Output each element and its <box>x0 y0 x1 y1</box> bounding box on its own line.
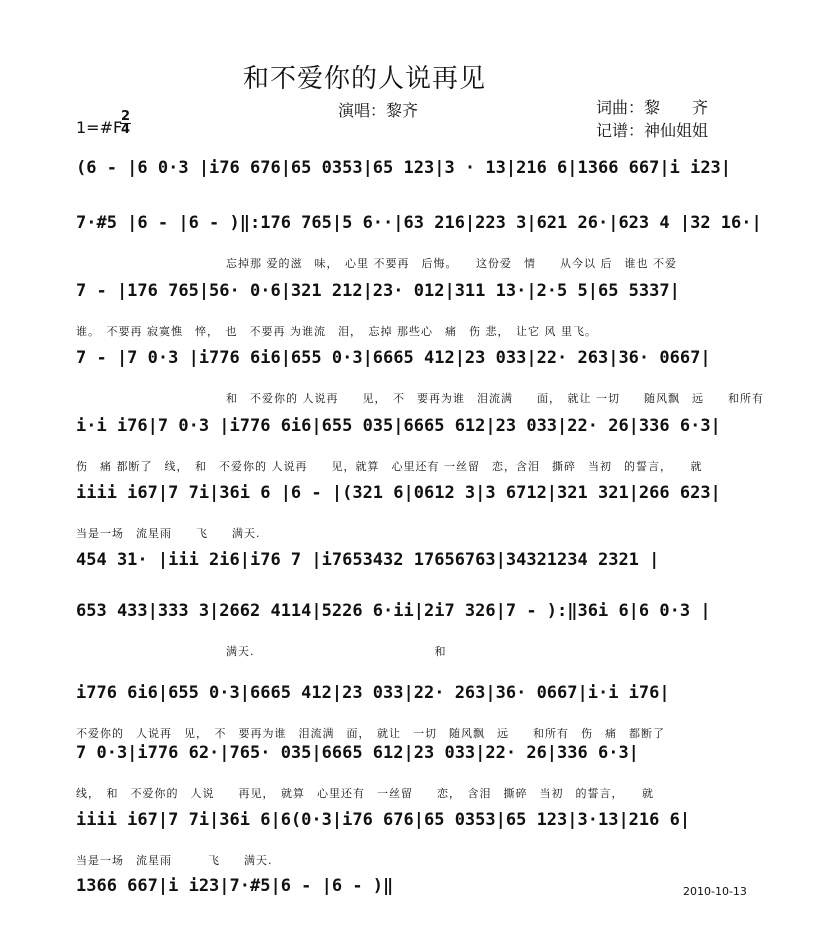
lyric-line: 线， 和 不爱你的 人说 再见， 就算 心里还有 一丝留 恋， 含泪 撕碎 当初 的誓言， 就 <box>76 787 654 800</box>
score-row <box>76 810 766 874</box>
score-row <box>76 416 766 480</box>
notation-line: 653 433|333 3|2662 4114|5226 6·ii|2i7 326|7 - ):‖36i 6|6 0·3 | <box>76 601 711 621</box>
score-row <box>76 348 766 412</box>
notation-line: 7 - |7 0·3 |i776 6i6|655 0·3|6665 412|23 033|22· 263|36· 0667| <box>76 348 711 368</box>
arranger-credit: 记谱：神仙姐姐 <box>596 121 709 140</box>
notation-line: 454 31· |iii 2i6|i76 7 |i7653432 17656763|34321234 2321 | <box>76 550 660 570</box>
time-denominator: 4 <box>120 122 131 137</box>
date-stamp: 2010-10-13 <box>683 885 747 898</box>
notation-line: (6 - |6 0·3 |i76 676|65 0353|65 123|3 · 13|216 6|1366 667|i i23| <box>76 158 732 178</box>
score-row <box>76 281 766 345</box>
notation-line: 7 - |176 765|56· 0·6|321 212|23· 012|311 13·|2·5 5|65 5337| <box>76 281 680 301</box>
score-row <box>76 483 766 547</box>
score-row <box>76 876 766 940</box>
time-signature <box>120 111 131 136</box>
lyric-line: 谁。 不要再 寂寞憔 悴， 也 不要再 为谁流 泪， 忘掉 那些心 痛 伤 悲， 让它 风 里飞。 <box>76 325 597 338</box>
notation-line: 1366 667|i i23|7·#5|6 - |6 - )‖ <box>76 876 394 896</box>
score-row <box>76 683 766 747</box>
notation-line: 7·#5 |6 - |6 - )‖:176 765|5 6··|63 216|223 3|621 26·|623 4 |32 16·| <box>76 213 762 233</box>
lyric-line: 满天. 和 <box>226 645 447 658</box>
score-row <box>76 743 766 807</box>
composer-credit: 词曲：黎 齐 <box>596 98 709 117</box>
time-numerator: 2 <box>120 109 131 124</box>
notation-line: i776 6i6|655 0·3|6665 412|23 033|22· 263|36· 0667|i·i i76| <box>76 683 670 703</box>
score-row <box>76 601 766 665</box>
lyric-line: 和 不爱你的 人说再 见， 不 要再为谁 泪流满 面， 就让 一切 随风飘 远 和所有 <box>226 392 764 405</box>
score-page <box>38 38 773 913</box>
notation-line: iiii i67|7 7i|36i 6|6(0·3|i76 676|65 0353|65 123|3·13|216 6| <box>76 810 691 830</box>
lyric-line: 不爱你的 人说再 见， 不 要再为谁 泪流满 面， 就让 一切 随风飘 远 和所有 伤 痛 都断了 <box>76 727 665 740</box>
lyric-line: 伤 痛 都断了 线， 和 不爱你的 人说再 见，就算 心里还有 一丝留 恋，含泪 撕碎 当初 的誓言， 就 <box>76 460 703 473</box>
song-title: 和不爱你的人说再见 <box>243 64 487 94</box>
lyric-line: 忘掉那 爱的滋 味， 心里 不要再 后悔。 这份爱 情 从今以 后 谁也 不爱 <box>226 257 677 270</box>
singer-credit: 演唱：黎齐 <box>338 101 419 120</box>
notation-line: iiii i67|7 7i|36i 6 |6 - |(321 6|0612 3|3 6712|321 321|266 623| <box>76 483 721 503</box>
notation-line: i·i i76|7 0·3 |i776 6i6|655 035|6665 612|23 033|22· 26|336 6·3| <box>76 416 721 436</box>
notation-line: 7 0·3|i776 62·|765· 035|6665 612|23 033|22· 26|336 6·3| <box>76 743 639 763</box>
key-signature: 1=#F <box>76 118 123 137</box>
lyric-line: 当是一场 流星雨 飞 满天. <box>76 527 261 540</box>
lyric-line: 当是一场 流星雨 飞 满天. <box>76 854 273 867</box>
score-row <box>76 213 766 277</box>
